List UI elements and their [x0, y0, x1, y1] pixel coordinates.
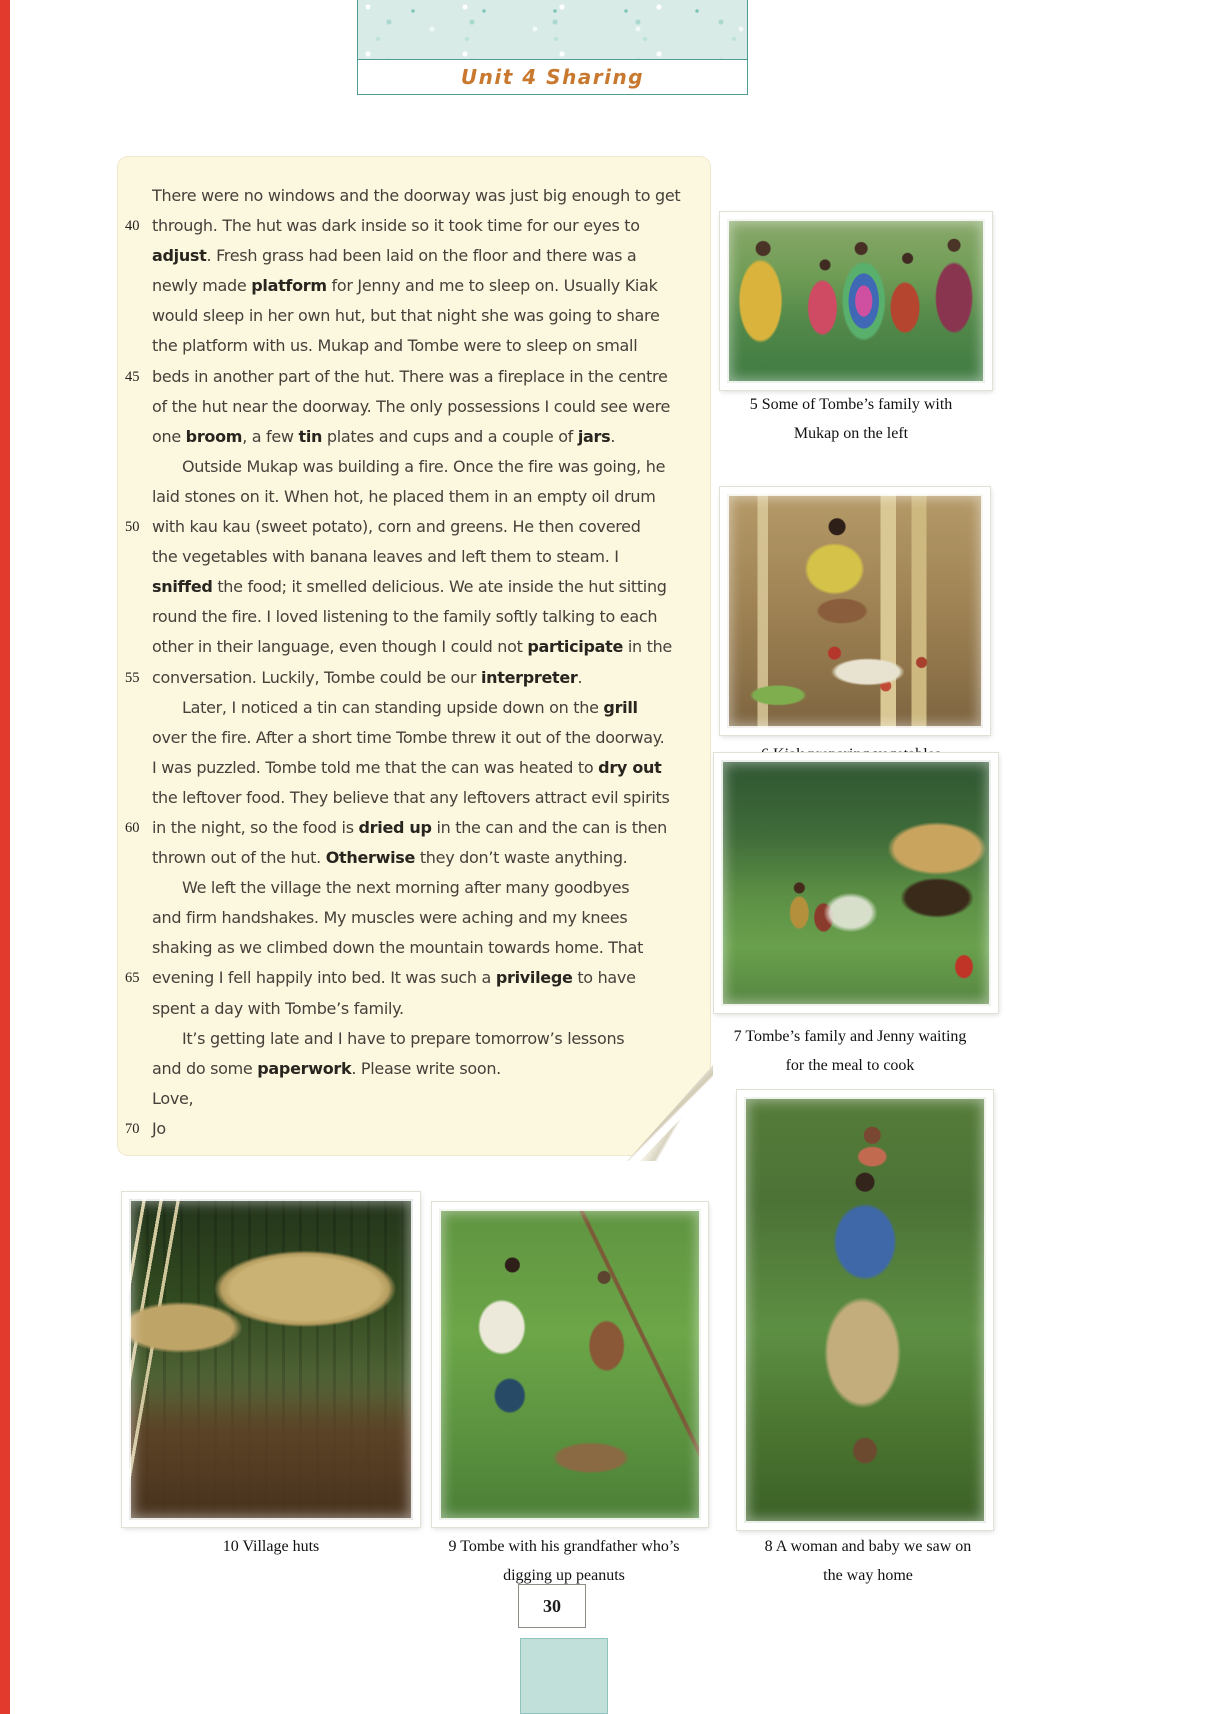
line-number: 60 — [125, 819, 140, 836]
photo-8-image — [744, 1097, 986, 1523]
letter-line: Later, I noticed a tin can standing upside down on the grill — [182, 697, 638, 717]
letter-line: the platform with us. Mukap and Tombe were to sleep on small — [152, 336, 638, 356]
photo-7-image — [721, 760, 991, 1006]
letter-line: 45 beds in another part of the hut. There was a fireplace in the centre — [118, 362, 710, 392]
letter-line: 60 in the night, so the food is dried up in the can and the can is then — [118, 813, 710, 843]
letter-line: round the fire. I loved listening to the family softly talking to each — [152, 607, 658, 627]
caption-photo-5 — [718, 390, 984, 448]
letter-line: adjust. Fresh grass had been laid on the floor and there was a — [152, 246, 637, 266]
letter-line: We left the village the next morning after many goodbyes — [182, 878, 630, 898]
photo-9-tombe-and-grandfather — [432, 1202, 708, 1527]
caption-photo-10 — [122, 1532, 420, 1561]
letter-line: spent a day with Tombe’s family. — [152, 998, 404, 1018]
caption-line: 5 Some of Tombe’s family with — [749, 396, 953, 413]
letter-card — [118, 157, 710, 1155]
letter-line: the leftover food. They believe that any leftovers attract evil spirits — [152, 787, 670, 807]
unit-title: Unit 4 Sharing — [460, 65, 645, 89]
letter-line: Outside Mukap was building a fire. Once the fire was going, he — [182, 456, 666, 476]
letter-line: laid stones on it. When hot, he placed them in an empty oil drum — [152, 486, 656, 506]
caption-photo-7 — [700, 1022, 1000, 1080]
letter-line: 55 conversation. Luckily, Tombe could be our interpreter. — [118, 663, 710, 693]
letter-line: and firm handshakes. My muscles were aching and my knees — [152, 908, 628, 928]
letter-line: 50 with kau kau (sweet potato), corn and greens. He then covered — [118, 512, 710, 542]
letter-lines — [118, 181, 710, 1144]
page-number: 30 — [518, 1584, 586, 1628]
line-number: 65 — [125, 970, 140, 987]
letter-line: over the fire. After a short time Tombe threw it out of the doorway. — [152, 727, 665, 747]
letter-line: sniffed the food; it smelled delicious. We ate inside the hut sitting — [152, 577, 667, 597]
photo-6-image — [727, 494, 983, 728]
letter-line: other in their language, even though I could not participate in the — [152, 637, 672, 657]
letter-line: There were no windows and the doorway was just big enough to get — [152, 186, 681, 205]
photo-5-image — [727, 219, 985, 383]
photo-5-tombes-family — [720, 212, 992, 390]
header-texture-banner — [358, 0, 747, 60]
caption-line: 10 Village huts — [222, 1538, 320, 1555]
photo-10-village-huts — [122, 1192, 420, 1527]
photo-10-image — [129, 1199, 413, 1520]
photo-9-image — [439, 1209, 701, 1520]
letter-line: Love, — [152, 1088, 194, 1108]
caption-photo-9 — [424, 1532, 704, 1590]
footer-teal-block — [520, 1638, 608, 1714]
photo-6-kiak-preparing-vegetables — [720, 487, 990, 735]
letter-line: thrown out of the hut. Otherwise they don’t waste anything. — [152, 848, 628, 868]
photo-8-woman-and-baby — [737, 1090, 993, 1530]
letter-line: 65 evening I fell happily into bed. It was such a privilege to have — [118, 963, 710, 993]
letter-line: the vegetables with banana leaves and left them to steam. I — [152, 547, 619, 567]
page-edge-red-bar — [0, 0, 10, 1714]
line-number: 40 — [125, 218, 140, 235]
caption-line: the way home — [823, 1567, 913, 1584]
line-number: 70 — [125, 1120, 140, 1137]
caption-line: for the meal to cook — [785, 1057, 915, 1074]
letter-line: one broom, a few tin plates and cups and a couple of jars. — [152, 426, 616, 446]
letter-line: It’s getting late and I have to prepare tomorrow’s lessons — [182, 1028, 625, 1048]
caption-line: digging up peanuts — [503, 1567, 625, 1584]
letter-line: and do some paperwork. Please write soon. — [152, 1058, 501, 1078]
caption-line: Mukap on the left — [793, 425, 909, 442]
letter-line: shaking as we climbed down the mountain towards home. That — [152, 938, 644, 958]
letter-line: would sleep in her own hut, but that night she was going to share — [152, 306, 660, 326]
line-number: 45 — [125, 368, 140, 385]
letter-line: 40 through. The hut was dark inside so it took time for our eyes to — [118, 211, 710, 241]
caption-line: 7 Tombe’s family and Jenny waiting — [733, 1028, 967, 1045]
caption-line: 9 Tombe with his grandfather who’s — [448, 1538, 680, 1555]
photo-7-family-waiting-for-meal — [714, 753, 998, 1013]
letter-line: 70 Jo — [118, 1114, 710, 1144]
letter-line: I was puzzled. Tombe told me that the can was heated to dry out — [152, 757, 662, 777]
caption-photo-8 — [730, 1532, 1006, 1590]
line-number: 50 — [125, 519, 140, 536]
letter-line: newly made platform for Jenny and me to sleep on. Usually Kiak — [152, 276, 658, 296]
line-number: 55 — [125, 669, 140, 686]
caption-line: 8 A woman and baby we saw on — [764, 1538, 972, 1555]
letter-line: of the hut near the doorway. The only possessions I could see were — [152, 396, 671, 416]
unit-header — [357, 0, 748, 95]
